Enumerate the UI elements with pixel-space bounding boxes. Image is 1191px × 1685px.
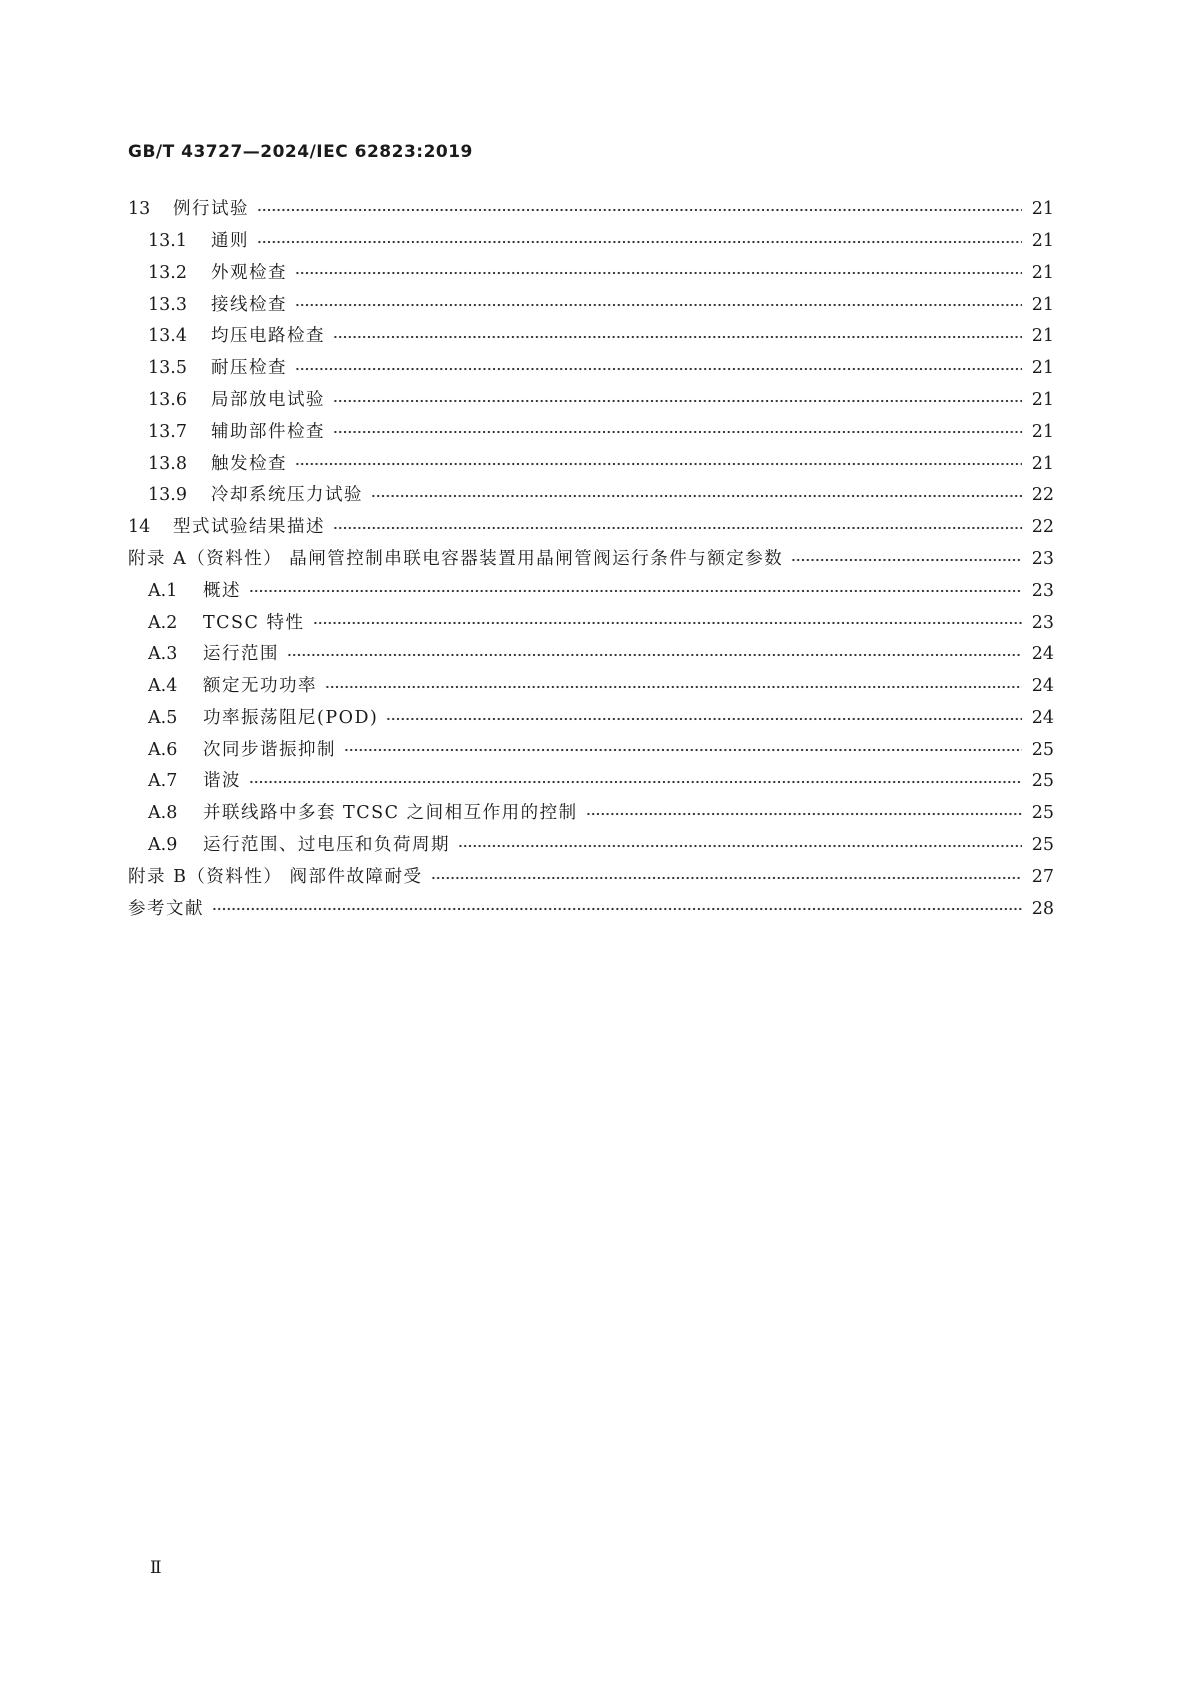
toc-entry[interactable] [128, 607, 1054, 639]
toc-dot-leader [325, 684, 1022, 690]
toc-entry-page: 21 [1031, 262, 1054, 283]
toc-entry-number: A.1 [148, 580, 178, 601]
toc-entry-page: 21 [1031, 326, 1054, 347]
toc-dot-leader [249, 588, 1022, 594]
toc-entry-page: 25 [1031, 739, 1054, 760]
toc-entry-page: 27 [1031, 866, 1054, 887]
toc-dot-leader [333, 525, 1022, 531]
toc-entry-number: A.2 [148, 612, 178, 633]
toc-entry-page: 24 [1031, 644, 1054, 665]
toc-entry[interactable] [128, 512, 1054, 544]
toc-entry-title: 参考文献 [128, 898, 204, 919]
toc-entry-number: 13.4 [148, 326, 187, 347]
toc-entry-number: 13.5 [148, 358, 187, 379]
toc-entry-page: 23 [1031, 548, 1054, 569]
toc-entry-page: 23 [1031, 612, 1054, 633]
toc-entry-title: 次同步谐振抑制 [203, 739, 336, 760]
toc-entry-title: 功率振荡阻尼(POD) [203, 707, 379, 728]
toc-entry-title: 均压电路检查 [211, 326, 325, 347]
toc-entry-number: 13.3 [148, 294, 187, 315]
toc-entry[interactable] [128, 544, 1054, 576]
toc-entry-title: 型式试验结果描述 [173, 517, 325, 538]
toc-entry-number: A.8 [148, 803, 178, 824]
toc-entry-number: A.4 [148, 676, 178, 697]
toc-entry-title: 辅助部件检查 [211, 421, 325, 442]
toc-entry-page: 21 [1031, 453, 1054, 474]
document-id-header: GB/T 43727—2024/IEC 62823:2019 [128, 142, 473, 162]
toc-dot-leader [431, 875, 1023, 881]
toc-entry-page: 21 [1031, 358, 1054, 379]
toc-entry-page: 28 [1031, 898, 1054, 919]
toc-entry-title: 外观检查 [211, 262, 287, 283]
toc-dot-leader [295, 366, 1022, 372]
toc-entry-page: 25 [1031, 803, 1054, 824]
toc-entry-number: A.5 [148, 707, 178, 728]
toc-entry[interactable] [128, 417, 1054, 449]
toc-entry-page: 21 [1031, 421, 1054, 442]
toc-dot-leader [791, 557, 1022, 563]
toc-entry-page: 25 [1031, 835, 1054, 856]
toc-dot-leader [257, 207, 1022, 213]
toc-entry-title: 并联线路中多套 TCSC 之间相互作用的控制 [203, 803, 578, 824]
toc-entry[interactable] [128, 639, 1054, 671]
toc-dot-leader [386, 716, 1022, 722]
toc-entry-title: 通则 [211, 230, 249, 251]
toc-entry[interactable] [128, 703, 1054, 735]
toc-entry-title: 运行范围、过电压和负荷周期 [203, 835, 450, 856]
toc-entry-page: 22 [1031, 485, 1054, 506]
toc-entry-number: 13.2 [148, 262, 187, 283]
toc-dot-leader [586, 811, 1022, 817]
table-of-contents [128, 194, 1054, 925]
toc-dot-leader [257, 239, 1022, 245]
toc-entry-title: 附录 A（资料性） 晶闸管控制串联电容器装置用晶闸管阀运行条件与额定参数 [128, 548, 784, 569]
toc-entry-number: A.3 [148, 644, 178, 665]
toc-entry-title: 冷却系统压力试验 [211, 485, 363, 506]
toc-entry-title: 概述 [203, 580, 241, 601]
toc-entry-number: A.6 [148, 739, 178, 760]
toc-entry-page: 24 [1031, 676, 1054, 697]
toc-entry[interactable] [128, 576, 1054, 608]
toc-entry-title: 局部放电试验 [211, 389, 325, 410]
toc-entry-page: 21 [1031, 389, 1054, 410]
toc-dot-leader [313, 620, 1022, 626]
toc-entry-page: 21 [1031, 294, 1054, 315]
toc-entry[interactable] [128, 862, 1054, 894]
toc-dot-leader [287, 652, 1022, 658]
toc-entry-number: A.9 [148, 835, 178, 856]
toc-entry[interactable] [128, 830, 1054, 862]
toc-entry-page: 21 [1031, 199, 1054, 220]
toc-entry-page: 24 [1031, 707, 1054, 728]
toc-entry[interactable] [128, 798, 1054, 830]
toc-entry-number: 14 [128, 517, 151, 538]
toc-entry-page: 21 [1031, 230, 1054, 251]
toc-dot-leader [344, 747, 1022, 753]
toc-entry-page: 23 [1031, 580, 1054, 601]
toc-entry-number: 13.7 [148, 421, 187, 442]
toc-entry-number: 13.6 [148, 389, 187, 410]
toc-dot-leader [249, 779, 1022, 785]
toc-dot-leader [333, 334, 1022, 340]
toc-entry-number: 13 [128, 199, 151, 220]
toc-entry-number: 13.9 [148, 485, 187, 506]
toc-dot-leader [212, 906, 1022, 912]
toc-entry-number: A.7 [148, 771, 178, 792]
toc-entry[interactable] [128, 258, 1054, 290]
toc-entry[interactable] [128, 894, 1054, 926]
page-number: Ⅱ [150, 1558, 161, 1578]
toc-entry-number: 13.8 [148, 453, 187, 474]
toc-entry-title: 耐压检查 [211, 358, 287, 379]
toc-entry[interactable] [128, 289, 1054, 321]
toc-entry[interactable] [128, 671, 1054, 703]
toc-dot-leader [333, 398, 1022, 404]
toc-entry-title: 额定无功功率 [203, 676, 317, 697]
toc-entry-title: 谐波 [203, 771, 241, 792]
toc-entry-page: 25 [1031, 771, 1054, 792]
toc-entry[interactable] [128, 480, 1054, 512]
toc-entry[interactable] [128, 448, 1054, 480]
toc-dot-leader [295, 270, 1022, 276]
toc-dot-leader [371, 493, 1022, 499]
toc-entry-title: TCSC 特性 [203, 612, 305, 633]
toc-dot-leader [458, 843, 1022, 849]
toc-entry[interactable] [128, 735, 1054, 767]
toc-dot-leader [333, 429, 1022, 435]
toc-entry[interactable] [128, 766, 1054, 798]
toc-entry-title: 接线检查 [211, 294, 287, 315]
toc-entry[interactable] [128, 226, 1054, 258]
toc-entry-title: 触发检查 [211, 453, 287, 474]
toc-entry[interactable] [128, 321, 1054, 353]
toc-entry[interactable] [128, 194, 1054, 226]
toc-entry[interactable] [128, 385, 1054, 417]
toc-dot-leader [295, 461, 1022, 467]
toc-entry-title: 例行试验 [173, 199, 249, 220]
toc-entry[interactable] [128, 353, 1054, 385]
toc-dot-leader [295, 302, 1022, 308]
toc-entry-page: 22 [1031, 517, 1054, 538]
toc-entry-title: 运行范围 [203, 644, 279, 665]
toc-entry-title: 附录 B（资料性） 阀部件故障耐受 [128, 866, 423, 887]
toc-entry-number: 13.1 [148, 230, 187, 251]
